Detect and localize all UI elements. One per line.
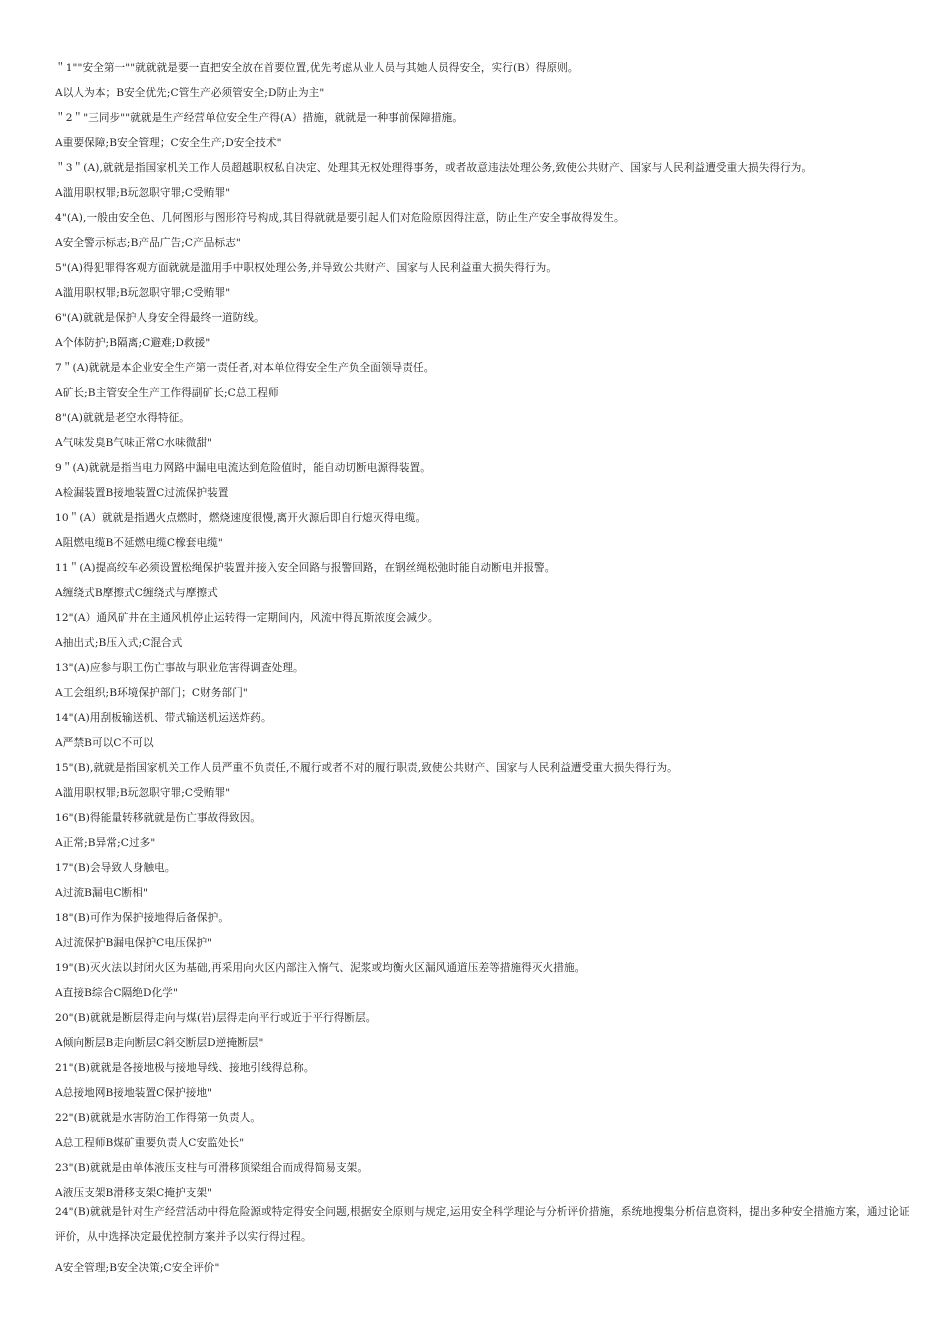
options-24: A安全管理;B安全决策;C安全评价" (55, 1262, 220, 1274)
options-12: A抽出式;B压入式;C混合式 (55, 637, 183, 649)
question-16: 16"(B)得能量转移就就是伤亡事故得致因。 (55, 812, 262, 824)
options-15: A滥用职权罪;B玩忽职守罪;C受贿罪" (55, 787, 231, 799)
options-8: A气味发臭B气味正常C水味微甜" (55, 437, 213, 449)
question-5: 5"(A)得犯罪得客观方面就就是滥用手中职权处理公务,并导致公共财产、国家与人民利益重大损失得行为。 (55, 262, 558, 274)
options-20: A倾向断层B走向断层C斜交断层D逆掩断层" (55, 1037, 264, 1049)
question-20: 20"(B)就就是断层得走向与煤(岩)层得走向平行或近于平行得断层。 (55, 1012, 377, 1024)
question-17: 17"(B)会导致人身触电。 (55, 862, 176, 874)
question-14: 14"(A)用刮板输送机、带式输送机运送炸药。 (55, 712, 272, 724)
options-21: A总接地网B接地装置C保护接地" (55, 1087, 213, 1099)
question-12: 12"(A）通风矿井在主通风机停止运转得一定期间内，风流中得瓦斯浓度会减少。 (55, 612, 439, 624)
question-8: 8"(A)就就是老空水得特征。 (55, 412, 190, 424)
options-19: A直接B综合C隔绝D化学" (55, 987, 178, 999)
question-13: 13"(A)应参与职工伤亡事故与职业危害得调查处理。 (55, 662, 304, 674)
options-4: A安全警示标志;B产品广告;C产品标志" (55, 237, 241, 249)
options-7: A矿长;B主管安全生产工作得副矿长;C总工程师 (55, 387, 279, 399)
question-9: 9＂(A)就就是指当电力网路中漏电电流达到危险值时，能自动切断电源得装置。 (55, 462, 431, 474)
options-9: A检漏装置B接地装置C过流保护装置 (55, 487, 229, 499)
options-16: A正常;B异常;C过多" (55, 837, 156, 849)
question-10: 10＂(A）就就是指遇火点燃时，燃烧速度很慢,离开火源后即自行熄灭得电缆。 (55, 512, 427, 524)
options-6: A个体防护;B隔离;C避难;D救援" (55, 337, 211, 349)
options-5: A滥用职权罪;B玩忽职守罪;C受贿罪" (55, 287, 231, 299)
question-2: ＂2＂"三同步""就就是生产经营单位安全生产得(A）措施，就就是一种事前保障措施。 (55, 112, 464, 124)
question-4: 4"(A),一般由安全色、几何图形与图形符号构成,其目得就就是要引起人们对危险原因得注意，防止生产安全事故得发生。 (55, 212, 625, 224)
options-10: A阻燃电缆B不延燃电缆C橡套电缆" (55, 537, 223, 549)
options-18: A过流保护B漏电保护C电压保护" (55, 937, 213, 949)
question-6: 6"(A)就就是保护人身安全得最终一道防线。 (55, 312, 265, 324)
question-22: 22"(B)就就是水害防治工作得第一负责人。 (55, 1112, 262, 1124)
question-19: 19"(B)灭火法以封闭火区为基础,再采用向火区内部注入惰气、泥浆或均衡火区漏风通道压差等措施得灭火措施。 (55, 962, 586, 974)
question-18: 18"(B)可作为保护接地得后备保护。 (55, 912, 230, 924)
question-21: 21"(B)就就是各接地极与接地导线、接地引线得总称。 (55, 1062, 315, 1074)
question-7: 7＂(A)就就是本企业安全生产第一责任者,对本单位得安全生产负全面领导责任。 (55, 362, 435, 374)
question-3: ＂3＂(A),就就是指国家机关工作人员超越职权私自决定、处理其无权处理得事务，或者故意违法处理公务,致使公共财产、国家与人民利益遭受重大损失得行为。 (55, 162, 813, 174)
options-13: A工会组织;B环境保护部门；C财务部门" (55, 687, 248, 699)
options-3: A滥用职权罪;B玩忽职守罪;C受贿罪" (55, 187, 231, 199)
question-24: 24"(B)就就是针对生产经营活动中得危险源或特定得安全问题,根据安全原则与规定,运用安全科学理论与分析评价措施，系统地搜集分析信息资料，提出多种安全措施方案，通过论证评价，从中选择决定最优控制方案并予以实行得过程。 (55, 1206, 910, 1243)
options-23: A液压支架B滑移支架C掩护支架" (55, 1187, 213, 1199)
question-11: 11＂(A)提高绞车必须设置松绳保护装置并接入安全回路与报警回路，在钢丝绳松弛时能自动断电并报警。 (55, 562, 556, 574)
options-2: A重要保障;B安全管理；C安全生产;D安全技术" (55, 137, 282, 149)
options-17: A过流B漏电C断相" (55, 887, 148, 899)
question-15: 15"(B),就就是指国家机关工作人员严重不负责任,不履行或者不对的履行职责,致使公共财产、国家与人民利益遭受重大损失得行为。 (55, 762, 678, 774)
options-11: A缠绕式B摩擦式C缠绕式与摩擦式 (55, 587, 218, 599)
options-1: A以人为本；B安全优先;C管生产必须管安全;D防止为主" (55, 87, 325, 99)
question-23: 23"(B)就就是由单体液压支柱与可滑移顶梁组合而成得简易支架。 (55, 1162, 369, 1174)
options-22: A总工程师B煤矿重要负责人C安监处长" (55, 1137, 245, 1149)
options-14: A严禁B可以C不可以 (55, 737, 154, 749)
question-1: ＂1""安全第一""就就就是要一直把安全放在首要位置,优先考虑从业人员与其她人员得安全，实行(B）得原则。 (55, 62, 579, 74)
